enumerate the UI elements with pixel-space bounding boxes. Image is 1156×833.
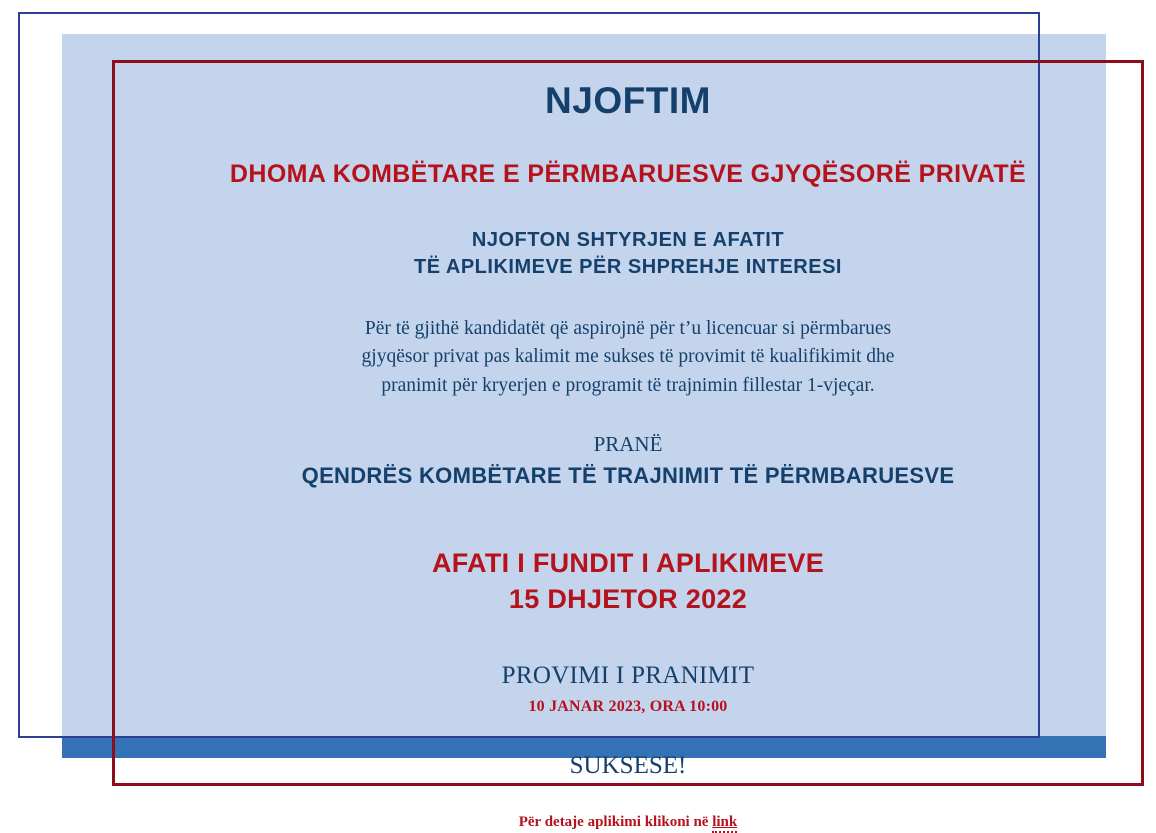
organization-name: DHOMA KOMBËTARE E PËRMBARUESVE GJYQËSORË PRIVATË: [229, 160, 1027, 188]
at-label: PRANË: [593, 431, 663, 456]
page-title: NJOFTIM: [545, 80, 711, 121]
deadline-label: AFATI I FUNDIT I APLIKIMEVE: [431, 547, 825, 578]
success-wish: SUKSESE!: [569, 751, 687, 779]
deadline-date: 15 DHJETOR 2022: [508, 584, 748, 615]
exam-label: PROVIMI I PRANIMIT: [501, 661, 755, 689]
announcement-subtitle-line-1: NJOFTON SHTYRJEN E AFATIT: [471, 229, 785, 251]
application-details-line: [120, 814, 1136, 831]
application-details-link[interactable]: link: [712, 814, 737, 833]
body-line-1: Për të gjithë kandidatët që aspirojnë për t’u licencuar si përmbarues: [364, 318, 892, 339]
poster-content: [120, 62, 1136, 830]
announcement-subtitle-line-2: TË APLIKIMEVE PËR SHPREHJE INTERESI: [414, 256, 842, 278]
body-line-3: pranimit për kryerjen e programit të trajnimin fillestar 1-vjeçar.: [381, 374, 875, 396]
body-line-2: gjyqësor privat pas kalimit me sukses të provimit të kualifikimit dhe: [361, 346, 895, 368]
body-paragraph: [120, 315, 1136, 400]
application-deadline-block: [120, 545, 1136, 618]
application-details-text: Për detaje aplikimi klikoni në: [518, 813, 713, 830]
training-center-name: QENDRËS KOMBËTARE TË TRAJNIMIT TË PËRMBARUESVE: [301, 462, 955, 488]
exam-date: 10 JANAR 2023, ORA 10:00: [528, 697, 728, 715]
announcement-subtitle: [120, 227, 1136, 281]
